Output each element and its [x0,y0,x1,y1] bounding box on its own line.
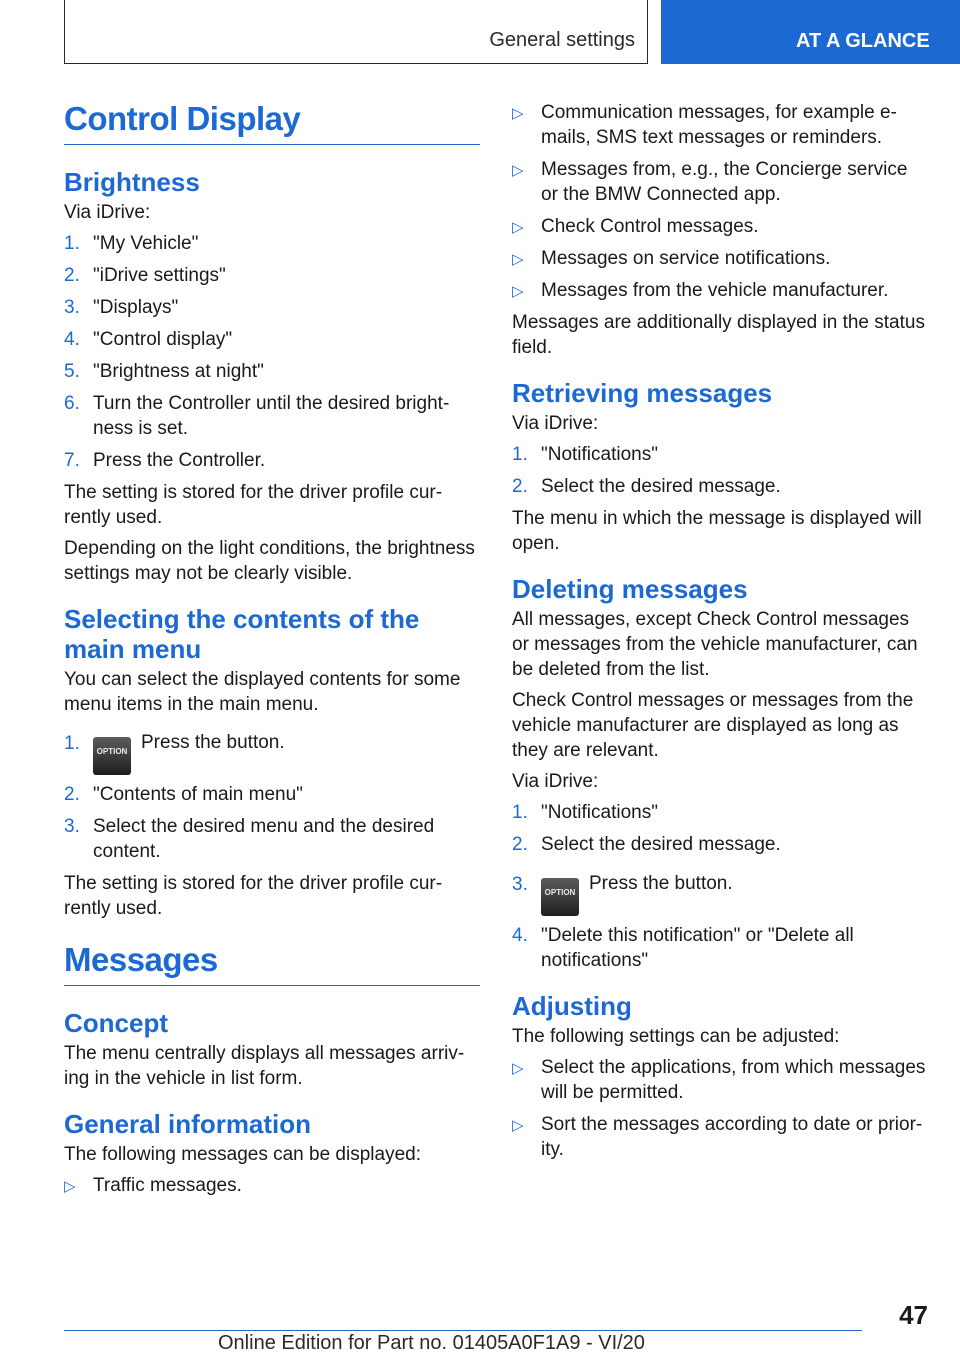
list-item [64,263,480,288]
bullet-text: Messages from, e.g., the Concierge service or the BMW Connected app. [541,159,908,205]
status-field-note: Messages are additionally displayed in the status field. [512,312,925,358]
triangle-bullet-icon: ▷ [512,283,524,300]
heading-brightness: Brightness [64,167,200,197]
triangle-bullet-icon: ▷ [512,162,524,179]
list-item [512,214,928,239]
list-item [512,442,928,467]
main-menu-steps [64,723,480,864]
step-text: "Notifications" [541,444,658,465]
step-number: 1. [512,444,528,465]
step-number: 3. [512,874,528,895]
step-text: Select the desired message. [541,834,781,855]
heading-retrieving-messages: Retrieving messages [512,378,773,408]
header-tab-label: AT A GLANCE [796,30,930,52]
list-item [512,246,928,271]
step-number: 5. [64,361,80,382]
list-item [64,295,480,320]
bullet-text: Messages on service notifications. [541,248,831,269]
triangle-bullet-icon: ▷ [512,105,524,122]
step-number: 1. [64,733,80,754]
page-number: 47 [899,1300,928,1330]
step-number: 2. [64,784,80,805]
step-number: 3. [64,816,80,837]
list-item [64,782,480,807]
step-number: 4. [512,925,528,946]
list-item [64,231,480,256]
step-number: 1. [512,802,528,823]
step-text: Select the desired message. [541,476,781,497]
brightness-via: Via iDrive: [64,202,151,223]
heading-general-information: General information [64,1109,312,1139]
deleting-via: Via iDrive: [512,771,599,792]
list-item [512,100,928,150]
brightness-note-2: Depending on the light conditions, the brightness settings may not be clearly visible. [64,538,475,584]
list-item [512,157,928,207]
heading-concept: Concept [64,1008,168,1038]
bullet-text: Sort the messages according to date or priority. [541,1114,923,1160]
step-text: "Brightness at night" [93,361,264,382]
option-button-icon: OPTION [93,737,131,775]
option-button-icon: OPTION [541,878,579,916]
list-item [512,864,928,916]
step-text: "Contents of main menu" [93,784,303,805]
retrieving-note: The menu in which the message is displayed will open. [512,508,922,554]
message-type-bullets [512,100,928,303]
list-item [512,474,928,499]
step-text: "iDrive settings" [93,265,226,286]
brightness-steps [64,231,480,473]
list-item [512,923,928,973]
list-item [64,814,480,864]
list-item [512,278,928,303]
adjusting-text: The following settings can be adjusted: [512,1026,840,1047]
step-number: 1. [64,233,80,254]
step-text: "Displays" [93,297,179,318]
bullet-text: Communication messages, for example e-mails, SMS text messages or reminders. [541,102,897,148]
footer-edition: Online Edition for Part no. 01405A0F1A9 - VI/20 [218,1332,645,1354]
step-number: 6. [64,393,80,414]
triangle-bullet-icon: ▷ [512,219,524,236]
step-number: 3. [64,297,80,318]
step-number: 2. [64,265,80,286]
step-text: "Control display" [93,329,233,350]
triangle-bullet-icon: ▷ [512,251,524,268]
step-text: "Delete this notification" or "Delete all notifications" [541,925,854,971]
heading-deleting-messages: Deleting messages [512,574,748,604]
bullet-text: Check Control messages. [541,216,759,237]
adjusting-bullets [512,1055,928,1162]
list-item [512,800,928,825]
general-bullets [64,1173,480,1198]
concept-text: The menu centrally displays all messages arriving in the vehicle in list form. [64,1043,465,1089]
header-section-title: General settings [489,29,635,51]
header-left-box [64,0,648,64]
title-control-display: Control Display [64,100,480,145]
general-text: The following messages can be displayed: [64,1144,421,1165]
left-column [64,100,480,1205]
heading-main-menu: Selecting the contents of the main menu [64,604,420,664]
step-text: Press the Controller. [93,450,266,471]
list-item [64,327,480,352]
step-number: 2. [512,834,528,855]
step-text: "Notifications" [541,802,658,823]
retrieving-via: Via iDrive: [512,413,599,434]
step-text: Turn the Controller until the desired brightness is set. [93,393,450,439]
deleting-text-1: All messages, except Check Control messages or messages from the vehicle manufacturer, can be deleted from the list. [512,609,918,680]
brightness-note-1: The setting is stored for the driver profile currently used. [64,482,443,528]
bullet-text: Messages from the vehicle manufacturer. [541,280,889,301]
step-text: Press the button. [141,732,285,753]
step-number: 7. [64,450,80,471]
triangle-bullet-icon: ▷ [512,1117,524,1134]
title-messages: Messages [64,941,480,986]
list-item [512,1055,928,1105]
list-item [64,1173,480,1198]
main-menu-intro: You can select the displayed contents for some menu items in the main menu. [64,669,461,715]
main-menu-note: The setting is stored for the driver profile currently used. [64,873,443,919]
step-text: Select the desired menu and the desired content. [93,816,435,862]
triangle-bullet-icon: ▷ [64,1178,76,1195]
list-item [512,832,928,857]
bullet-text: Select the applications, from which messages will be permitted. [541,1057,926,1103]
list-item [64,723,480,775]
list-item [64,448,480,473]
step-text: Press the button. [589,873,733,894]
step-number: 2. [512,476,528,497]
bullet-text: Traffic messages. [93,1175,242,1196]
step-number: 4. [64,329,80,350]
right-column [512,100,928,1169]
triangle-bullet-icon: ▷ [512,1060,524,1077]
retrieving-steps [512,442,928,499]
footer-rule [64,1330,862,1331]
list-item [64,391,480,441]
deleting-text-2: Check Control messages or messages from the vehicle manufacturer are displayed as long as they are relevant. [512,690,914,761]
step-text: "My Vehicle" [93,233,199,254]
list-item [512,1112,928,1162]
heading-adjusting: Adjusting [512,991,632,1021]
list-item [64,359,480,384]
deleting-steps [512,800,928,973]
header-tab[interactable] [661,0,960,64]
